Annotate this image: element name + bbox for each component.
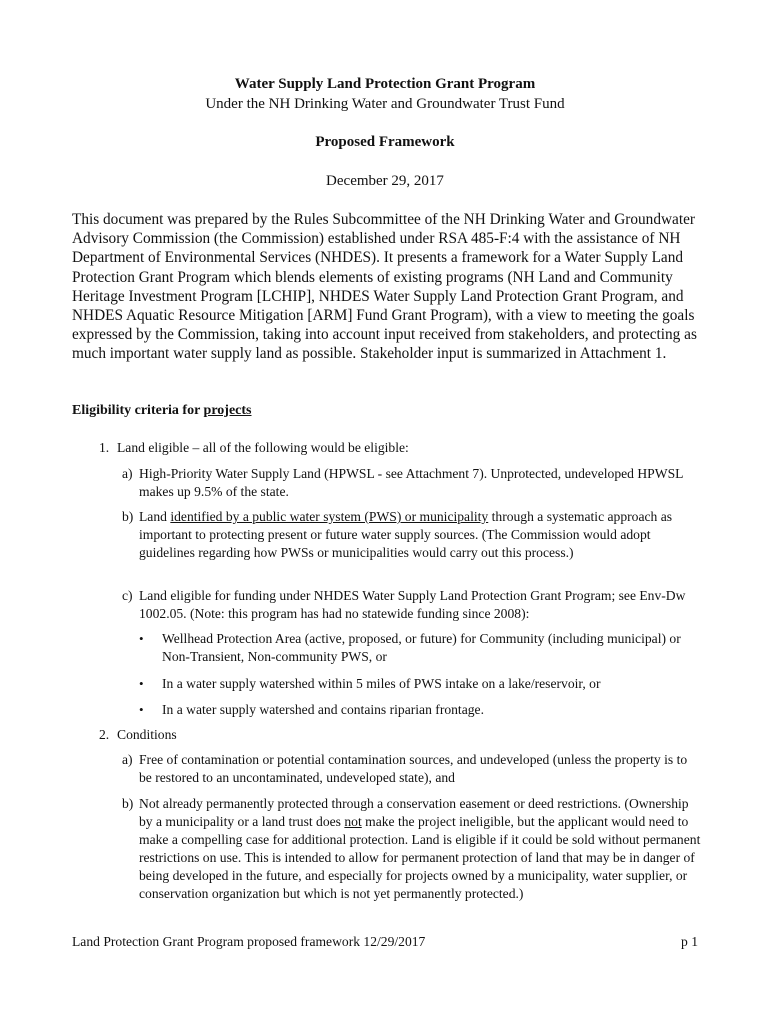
document-subtitle: Under the NH Drinking Water and Groundwater Trust Fund — [205, 96, 565, 112]
list-item-2a-marker: a) — [122, 752, 133, 767]
list-item-1a — [122, 465, 702, 501]
list-item-1b-underlined: identified by a public water system (PWS) or municipality — [170, 509, 489, 524]
list-item-2b — [122, 795, 702, 903]
document-title: Water Supply Land Protection Grant Program — [234, 76, 536, 92]
list-item-1c-marker: c) — [122, 588, 133, 603]
bullet-item — [139, 630, 699, 666]
list-item-1b-post: through a systematic approach as important to protecting present or future water supply sources. (The Commission would adopt guidelines regarding how PWSs or municipalities would carry out this process.) — [139, 509, 673, 560]
list-item-2-number: 2. — [99, 727, 110, 742]
list-item-1b-pre: Land — [139, 509, 171, 524]
section-heading-emphasis: projects — [203, 403, 252, 418]
intro-paragraph: This document was prepared by the Rules Subcommittee of the NH Drinking Water and Groundwater Advisory Commission (the Commission) established under RSA 485-F:4 with the assistance of NH Department of Environmental Services (NHDES). It presents a framework for a Water Supply Land Protection Grant Program which blends elements of existing programs (NH Land and Community Heritage Investment Program [LCHIP], NHDES Water Supply Land Protection Grant Program, and NHDES Aquatic Resource Mitigation [ARM] Fund Grant Program), with a view to meeting the goals expressed by the Commission, taking into account input received from stakeholders, and protecting as much important water supply land as possible. Stakeholder input is summarized in Attachment 1. — [72, 211, 697, 363]
bullet-item — [139, 675, 699, 693]
page-footer-title: Land Protection Grant Program proposed framework 12/29/2017 — [72, 934, 426, 949]
list-item-2-label: Conditions — [117, 727, 177, 742]
bullet-text: In a water supply watershed within 5 miles of PWS intake on a lake/reservoir, or — [162, 676, 601, 691]
list-item-2a — [122, 751, 702, 787]
list-item-2b-marker: b) — [122, 796, 134, 811]
bullet-item — [139, 701, 699, 719]
list-item-2b-post: make the project ineligible, but the applicant would need to make a compelling case for additional protection. Land is eligible if it could be sold without permanent restrictions on use. This is intended to allow for permanent protection of land that may be in danger of being developed in the future, and especially for projects owned by a municipality, water supplier, or conservation organization but which is not yet permanently protected.) — [139, 814, 701, 901]
bullet-icon: • — [139, 676, 144, 691]
list-item-1a-marker: a) — [122, 466, 133, 481]
list-item-1b-marker: b) — [122, 509, 134, 524]
list-item-1a-text: High-Priority Water Supply Land (HPWSL - see Attachment 7). Unprotected, undeveloped HPWSL makes up 9.5% of the state. — [139, 466, 683, 499]
list-item-2a-text: Free of contamination or potential contamination sources, and undeveloped (unless the property is to be restored to an uncontaminated, undeveloped state), and — [139, 752, 688, 785]
list-item-1-label: Land eligible – all of the following would be eligible: — [117, 440, 409, 455]
list-item-1-number: 1. — [99, 440, 110, 455]
list-item-1c-text: Land eligible for funding under NHDES Water Supply Land Protection Grant Program; see Env-Dw 1002.05. (Note: this program has had no statewide funding since 2008): — [139, 588, 686, 621]
section-heading-prefix: Eligibility criteria for — [72, 403, 204, 418]
bullet-icon: • — [139, 631, 144, 646]
document-type: Proposed Framework — [315, 134, 455, 150]
list-item-1b-text — [139, 508, 702, 562]
bullet-icon: • — [139, 702, 144, 717]
list-item-2b-text — [139, 795, 702, 903]
document-date: December 29, 2017 — [326, 173, 444, 189]
list-item-1c — [122, 587, 702, 623]
page-number: p 1 — [681, 934, 698, 949]
list-item-1b — [122, 508, 702, 562]
section-heading — [72, 403, 252, 419]
bullet-text: In a water supply watershed and contains riparian frontage. — [162, 702, 484, 717]
list-item-2b-underlined: not — [344, 814, 362, 829]
list-item-2b-pre: Not already permanently protected through a conservation easement or deed restrictions. (Ownership by a municipality or a land trust does — [139, 796, 689, 829]
bullet-text: Wellhead Protection Area (active, proposed, or future) for Community (including municipal) or Non-Transient, Non-community PWS, or — [162, 631, 681, 664]
list-item-2 — [99, 726, 177, 744]
list-item-1 — [99, 439, 409, 457]
